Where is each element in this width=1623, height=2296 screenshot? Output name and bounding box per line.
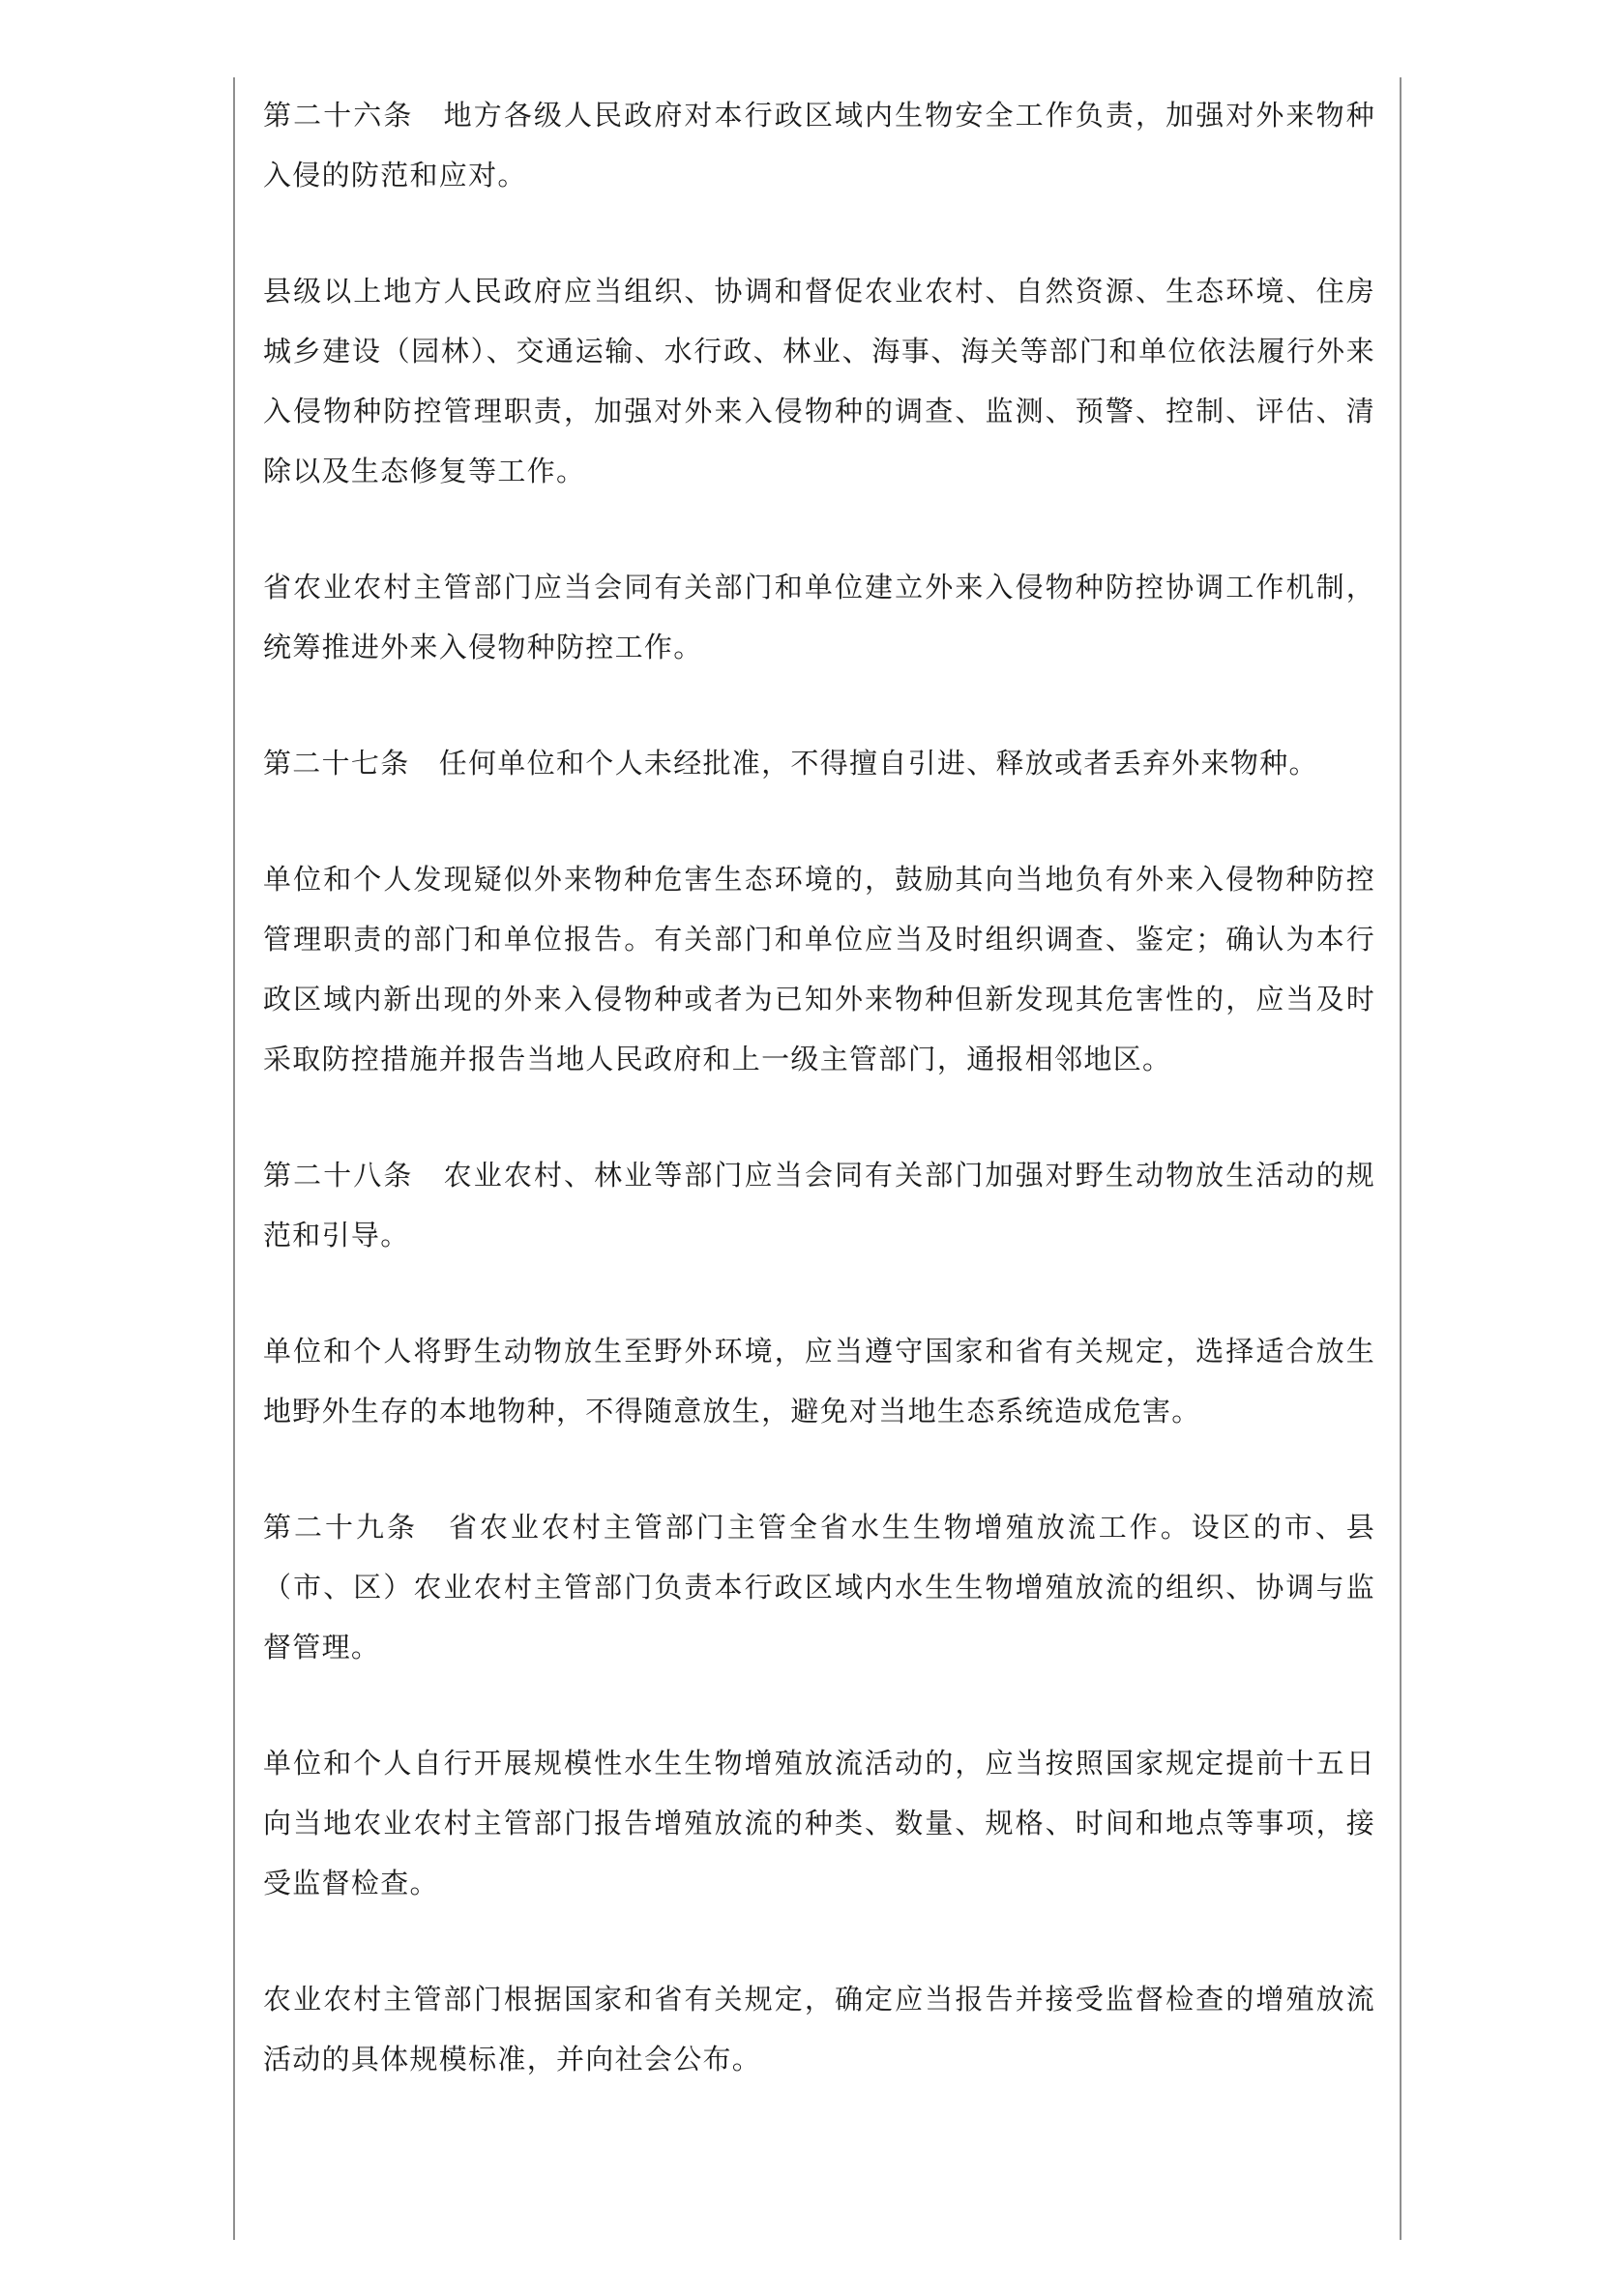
article-26-clause-2: 县级以上地方人民政府应当组织、协调和督促农业农村、自然资源、生态环境、住房城乡建设（园林）、交通运输、水行政、林业、海事、海关等部门和单位依法履行外来入侵物种防控管理职责，加强对外来入侵物种的调查、监测、预警、控制、评估、清除以及生态修复等工作。 <box>263 275 1375 487</box>
article-29-clause-2: 单位和个人自行开展规模性水生生物增殖放流活动的，应当按照国家规定提前十五日向当地农业农村主管部门报告增殖放流的种类、数量、规格、时间和地点等事项，接受监督检查。 <box>263 1747 1375 1899</box>
document-body <box>263 85 1375 2145</box>
article-28-paragraph: 第二十八条 农业农村、林业等部门应当会同有关部门加强对野生动物放生活动的规范和引导。 <box>263 1159 1375 1251</box>
article-29-paragraph: 第二十九条 省农业农村主管部门主管全省水生生物增殖放流工作。设区的市、县（市、区）农业农村主管部门负责本行政区域内水生生物增殖放流的组织、协调与监督管理。 <box>263 1511 1375 1663</box>
article-26-paragraph: 第二十六条 地方各级人民政府对本行政区域内生物安全工作负责，加强对外来物种入侵的防范和应对。 <box>263 99 1375 191</box>
article-27-paragraph: 第二十七条 任何单位和个人未经批准，不得擅自引进、释放或者丢弃外来物种。 <box>263 747 1318 780</box>
article-29-clause-3: 农业农村主管部门根据国家和省有关规定，确定应当报告并接受监督检查的增殖放流活动的具体规模标准，并向社会公布。 <box>263 1983 1375 2075</box>
article-28-clause-2: 单位和个人将野生动物放生至野外环境，应当遵守国家和省有关规定，选择适合放生地野外生存的本地物种，不得随意放生，避免对当地生态系统造成危害。 <box>263 1335 1375 1428</box>
article-26-clause-3: 省农业农村主管部门应当会同有关部门和单位建立外来入侵物种防控协调工作机制，统筹推进外来入侵物种防控工作。 <box>263 571 1375 663</box>
article-27-clause-2: 单位和个人发现疑似外来物种危害生态环境的，鼓励其向当地负有外来入侵物种防控管理职责的部门和单位报告。有关部门和单位应当及时组织调查、鉴定；确认为本行政区域内新出现的外来入侵物种或者为已知外来物种但新发现其危害性的，应当及时采取防控措施并报告当地人民政府和上一级主管部门，通报相邻地区。 <box>263 863 1375 1075</box>
